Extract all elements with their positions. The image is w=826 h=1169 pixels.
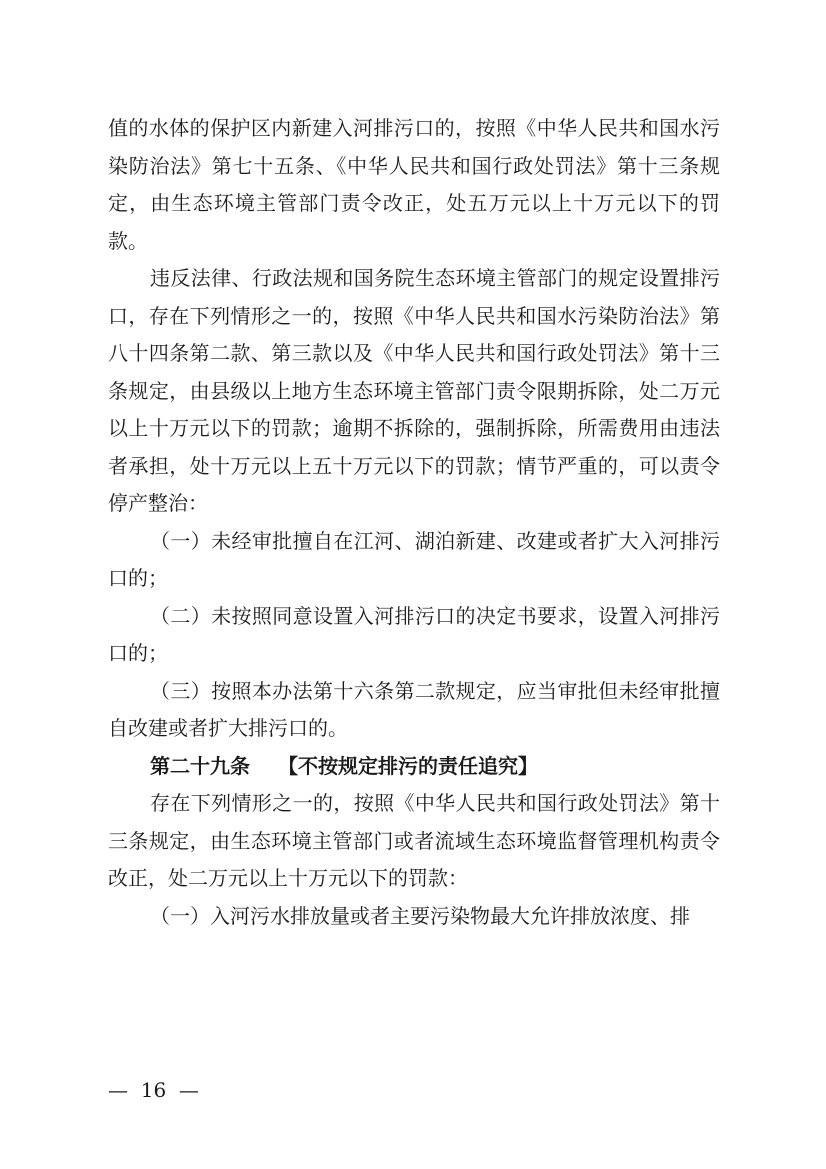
article-title: 【不按规定排污的责任追究】: [278, 753, 538, 778]
list-item-1: （一）未经审批擅自在江河、湖泊新建、改建或者扩大入河排污口的；: [108, 528, 720, 590]
paragraph-article-intro: 存在下列情形之一的，按照《中华人民共和国行政处罚法》第十三条规定，由生态环境主管部门或者流域生态环境监督管理机构责令改正，处二万元以上十万元以下的罚款：: [108, 791, 720, 890]
list-item-3: （三）按照本办法第十六条第二款规定，应当审批但未经审批擅自改建或者扩大排污口的。: [108, 678, 720, 740]
article-heading: [108, 748, 720, 786]
page-number: — 16 —: [108, 1078, 199, 1102]
list-item-article-1: （一）入河污水排放量或者主要污染物最大允许排放浓度、排: [150, 903, 690, 928]
article-number: 第二十九条: [150, 753, 250, 778]
document-body: [108, 110, 720, 935]
paragraph-violation-intro: 违反法律、行政法规和国务院生态环境主管部门的规定设置排污口，存在下列情形之一的，按照《中华人民共和国水污染防治法》第八十四条第二款、第三款以及《中华人民共和国行政处罚法》第十三条规定，由县级以上地方生态环境主管部门责令限期拆除，处二万元以上十万元以下的罚款；逾期不拆除的，强制拆除，所需费用由违法者承担，处十万元以上五十万元以下的罚款；情节严重的，可以责令停产整治：: [108, 266, 720, 515]
list-item-2: （二）未按照同意设置入河排污口的决定书要求，设置入河排污口的；: [108, 603, 720, 665]
paragraph-continuation: 值的水体的保护区内新建入河排污口的，按照《中华人民共和国水污染防治法》第七十五条、《中华人民共和国行政处罚法》第十三条规定，由生态环境主管部门责令改正，处五万元以上十万元以下的罚款。: [108, 116, 720, 253]
